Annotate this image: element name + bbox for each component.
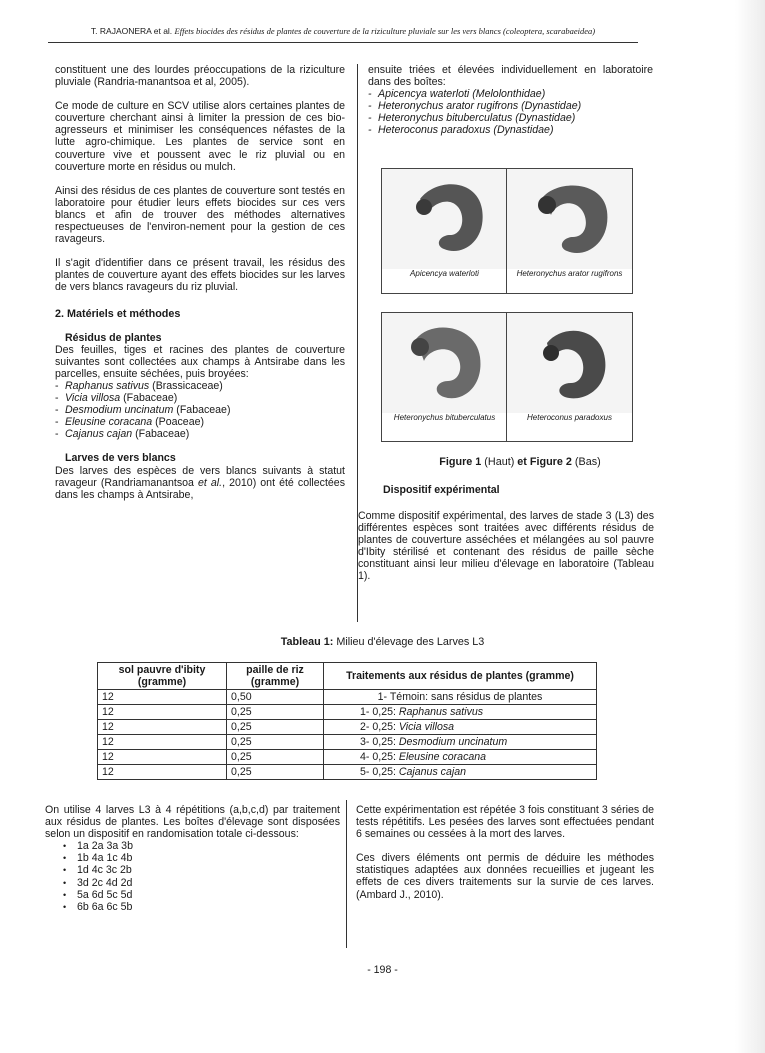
panel-caption: Apicencya waterloti [410,269,479,278]
list-item: - Raphanus sativus (Brassicaceae) [55,380,345,392]
list-item: - Desmodium uncinatum (Fabaceae) [55,404,345,416]
table-row: 12 0,25 1- 0,25: Raphanus sativus [98,705,597,720]
list-item: - Heteronychus arator rugifrons (Dynastidae) [368,100,653,112]
panel-caption: Heteronychus arator rugifrons [516,269,623,278]
page-number: - 198 - [367,964,398,976]
figure-panel [381,168,508,294]
figure-caption: Figure 1 (Haut) et Figure 2 (Bas) [439,456,601,468]
running-header [48,20,638,43]
paragraph: constituent une des lourdes préoccupations de la riziculture pluviale (Randria-manantsoa et al, 2005). [55,64,345,89]
list-item: • 3d 2c 4d 2d [63,877,340,889]
list-item: - Vicia villosa (Fabaceae) [55,392,345,404]
table-caption: Tableau 1: Milieu d'élevage des Larves L3 [280,636,485,648]
larva-photo-icon [507,313,632,413]
paragraph: ensuite triées et élevées individuellement en laboratoire dans des boîtes: [368,64,653,89]
left-column [55,64,345,501]
paragraph: Il s'agit d'identifier dans ce présent travail, les résidus des plantes de couverture ayant des effets biocides sur les larves de vers blancs ravageurs du riz pluvial. [55,257,345,294]
list-item: • 1a 2a 3a 3b [63,840,340,852]
figure-panel [381,312,508,442]
figure-panel [506,312,633,442]
panel-caption: Heteronychus bituberculatus [393,413,496,422]
column-divider [346,800,347,948]
table-row: 12 0,25 4- 0,25: Eleusine coracana [98,750,597,765]
list-item: • 5a 6d 5c 5d [63,889,340,901]
paragraph: Cette expérimentation est répétée 3 fois constituant 3 séries de tests répétitifs. Les pesées des larves sont effectuées pendant 6 semaines ou cessées à la mort des larves. [356,804,654,841]
larva-photo-icon [382,313,507,413]
table-header: sol pauvre d'ibity (gramme) [98,663,227,690]
table-row: 12 0,25 2- 0,25: Vicia villosa [98,720,597,735]
list-item: - Eleusine coracana (Poaceae) [55,416,345,428]
subsection-heading: Larves de vers blancs [65,452,176,465]
plant-list [55,380,345,440]
header-title: Effets biocides des résidus de plantes de couverture de la riziculture pluviale sur les vers blancs (coleoptera, scarabaeidea) [174,26,596,36]
paragraph: Ces divers éléments ont permis de déduire les méthodes statistiques adaptées aux données recueillies et jugeant les effets de ces divers traitements sur la survie de ces larves. (Ambard J., 2010). [356,852,654,901]
list-item: • 1b 4a 1c 4b [63,852,340,864]
list-item: - Apicencya waterloti (Melolonthidae) [368,88,653,100]
table-row: 12 0,25 3- 0,25: Desmodium uncinatum [98,735,597,750]
subsection-heading: Dispositif expérimental [383,484,500,496]
paragraph: Des larves des espèces de vers blancs suivants à statut ravageur (Randriamanantsoa et al., 2010) ont été collectées dans les champs à Antsirabe, [55,464,345,501]
list-item: - Heteronychus bituberculatus (Dynastidae) [368,112,653,124]
list-item: • 1d 4c 3c 2b [63,864,340,876]
paragraph: Comme dispositif expérimental, des larves de stade 3 (L3) des différentes espèces sont traitées avec différents résidus de plantes de couverture asséchées et mélangées au sol pauvre d'Ibity stérilisé et contenant des résidus de paille sèche constituant ainsi leur milieu d'élevage en laboratoire (Tableau 1). [358,510,654,583]
data-table [97,662,597,780]
page-edge-shadow [735,0,765,1053]
list-item: - Heteroconus paradoxus (Dynastidae) [368,124,653,136]
list-item: • 6b 6a 6c 5b [63,901,340,913]
paragraph: Ce mode de culture en SCV utilise alors certaines plantes de couverture cherchant ainsi à limiter la pression de ces bio-agresseurs et minimiser les conséquences néfastes de la lutte agro-chimique. Les plantes de service sont en couverture vive et poussent avec le riz pluvial ou en couverture morte en résidus ou mulch. [55,100,345,173]
table-row: 12 0,25 5- 0,25: Cajanus cajan [98,765,597,780]
paragraph: Des feuilles, tiges et racines des plantes de couverture suivantes sont collectées aux champs à Antsirabe dans les parcelles, ensuite séchées, puis broyées: [55,343,345,380]
table-row: 12 0,50 1- Témoin: sans résidus de plantes [98,690,597,705]
table-header: paille de riz (gramme) [227,663,324,690]
bottom-right-column [356,804,654,901]
section-heading: 2. Matériels et méthodes [55,307,181,320]
randomisation-list [45,840,340,913]
table-header: Traitements aux résidus de plantes (gramme) [324,663,597,690]
panel-caption: Heteroconus paradoxus [527,413,612,422]
paragraph: On utilise 4 larves L3 à 4 répétitions (a,b,c,d) par traitement aux résidus de plantes. Les boîtes d'élevage sont disposées selon un dispositif en randomisation totale ci-dessous: [45,804,340,841]
species-list [368,88,653,136]
larva-photo-icon [507,169,632,269]
list-item: - Cajanus cajan (Fabaceae) [55,428,345,440]
right-column [368,64,653,137]
bottom-left-column [45,804,340,913]
paragraph: Ainsi des résidus de ces plantes de couverture sont testés en laboratoire pour étudier leurs effets biocides sur ces vers blancs et afin de trouver des méthodes alternatives respectueuses de l'environ-nement pour la gestion de ces ravageurs. [55,184,345,246]
larva-photo-icon [382,169,507,269]
figure-grid [381,168,631,442]
figure-panel [506,168,633,294]
subsection-heading: Résidus de plantes [65,331,162,344]
header-author: T. RAJAONERA et al. [90,26,173,36]
